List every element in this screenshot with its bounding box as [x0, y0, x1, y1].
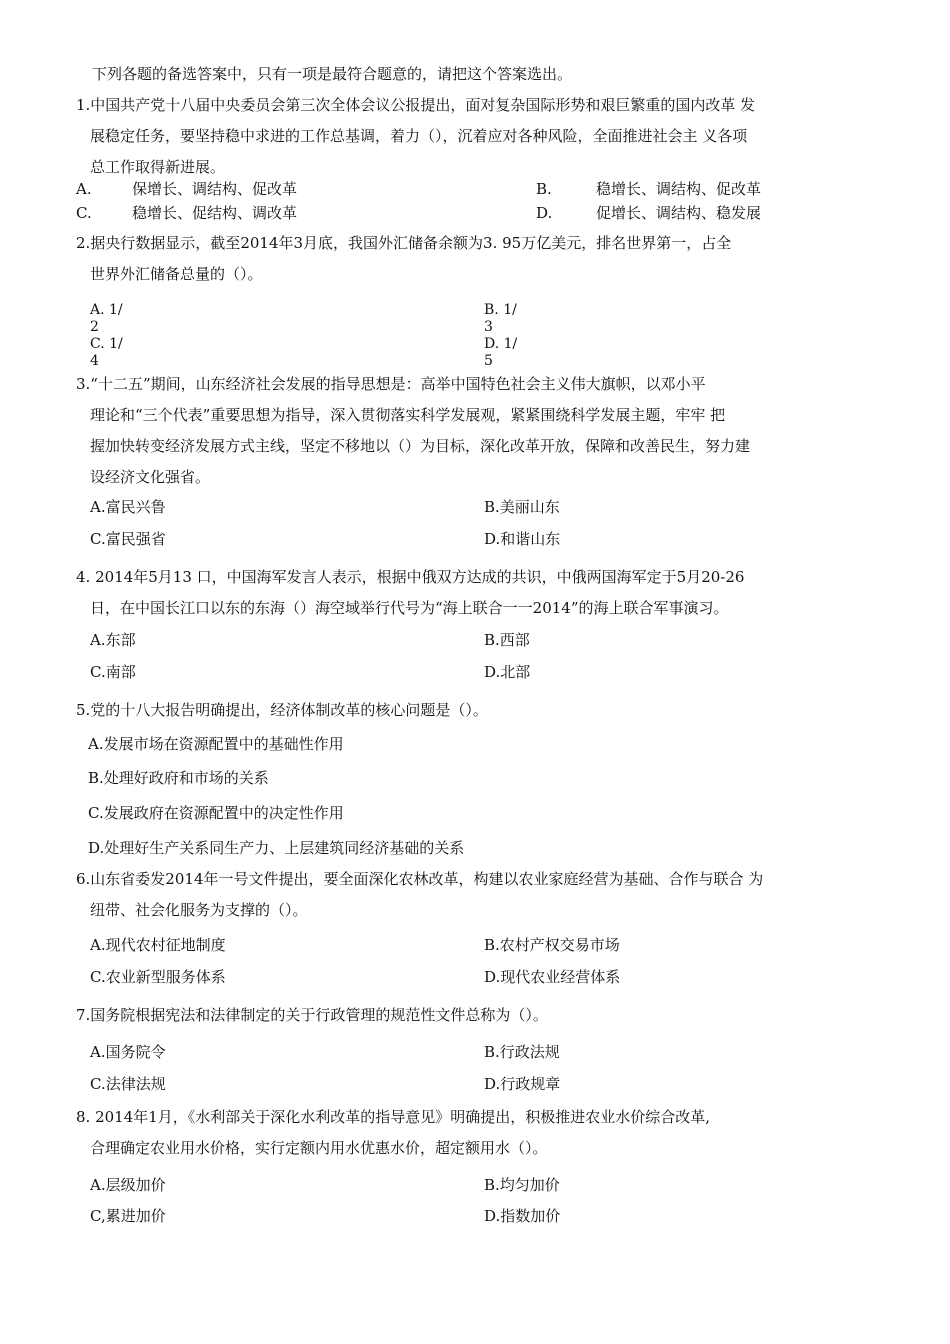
- question-1-option-c-letter: C.: [76, 204, 92, 222]
- question-2-option-b-label: B. 1/: [484, 302, 517, 318]
- question-3-option-a: A.富民兴鲁: [90, 498, 166, 516]
- question-4-option-d: D.北部: [484, 663, 531, 681]
- question-3-option-d: D.和谐山东: [484, 530, 561, 548]
- question-8-option-c: C,累进加价: [90, 1207, 166, 1225]
- question-8-line-2: 合理确定农业用水价格，实行定额内用水优惠水价，超定额用水（）。: [90, 1139, 548, 1157]
- question-4-option-a: A.东部: [90, 631, 136, 649]
- question-5-option-b: B.处理好政府和市场的关系: [88, 769, 269, 787]
- question-4-option-c: C.南部: [90, 663, 136, 681]
- question-2-line-2: 世界外汇储备总量的（）。: [90, 265, 263, 283]
- question-7-option-b: B.行政法规: [484, 1043, 560, 1061]
- question-2-option-b: [484, 302, 517, 336]
- question-6-option-a: A.现代农村征地制度: [90, 936, 226, 954]
- question-2-option-c: [90, 336, 123, 370]
- question-5-line-1: 5.党的十八大报告明确提出，经济体制改革的核心问题是（）。: [76, 701, 488, 719]
- question-7-option-a: A.国务院令: [90, 1043, 166, 1061]
- question-4-line-1: 4. 2014年5月13 口，中国海军发言人表示，根据中俄双方达成的共识，中俄两国海军定于5月20-26: [76, 568, 745, 586]
- question-8-option-b: B.均匀加价: [484, 1176, 560, 1194]
- question-7-option-d: D.行政规章: [484, 1075, 561, 1093]
- instructions: 下列各题的备选答案中，只有一项是最符合题意的，请把这个答案选出。: [92, 65, 573, 83]
- question-1-option-a-letter: A.: [76, 180, 92, 198]
- question-2-option-c-label: C. 1/: [90, 336, 123, 352]
- question-5-option-d: D.处理好生产关系同生产力、上层建筑同经济基础的关系: [88, 839, 465, 857]
- question-5-option-a: A.发展市场在资源配置中的基础性作用: [88, 735, 344, 753]
- question-2-option-c-denominator: 4: [90, 353, 99, 369]
- question-3-line-3: 握加快转变经济发展方式主线，坚定不移地以（）为目标，深化改革开放，保障和改善民生，努力建: [90, 437, 751, 455]
- question-3-line-4: 设经济文化强省。: [90, 468, 211, 486]
- question-3-line-2: 理论和“三个代表”重要思想为指导，深入贯彻落实科学发展观，紧紧围绕科学发展主题，牢牢 把: [90, 406, 726, 424]
- question-1-option-d-letter: D.: [536, 204, 553, 222]
- question-1-option-a: 保增长、调结构、促改革: [132, 180, 298, 198]
- question-2-line-1: 2.据央行数据显示，截至2014年3月底，我国外汇储备余额为3. 95万亿美元，排名世界第一，占全: [76, 234, 732, 252]
- question-4-line-2: 日，在中国长江口以东的东海（）海空域举行代号为“海上联合一一2014”的海上联合军事演习。: [90, 599, 729, 617]
- question-8-option-a: A.层级加价: [90, 1176, 166, 1194]
- question-6-line-2: 纽带、社会化服务为支撑的（）。: [90, 901, 308, 919]
- question-2-option-d-label: D. 1/: [484, 336, 518, 352]
- question-2-option-a: [90, 302, 123, 336]
- question-8-line-1: 8. 2014年1月，《水利部关于深化水利改革的指导意见》明确提出，积极推进农业水价综合改革,: [76, 1108, 711, 1126]
- question-6-option-b: B.农村产权交易市场: [484, 936, 620, 954]
- question-6-option-d: D.现代农业经营体系: [484, 968, 621, 986]
- question-6-option-c: C.农业新型服务体系: [90, 968, 226, 986]
- question-1-option-c: 稳增长、促结构、调改革: [132, 204, 298, 222]
- question-6-line-1: 6.山东省委发2014年一号文件提出，要全面深化农林改革，构建以农业家庭经营为基础、合作与联合 为: [76, 870, 764, 888]
- question-3-option-b: B.美丽山东: [484, 498, 560, 516]
- question-1-line-3: 总工作取得新进展。: [90, 158, 226, 176]
- question-2-option-b-denominator: 3: [484, 319, 493, 335]
- question-2-option-a-label: A. 1/: [90, 302, 123, 318]
- question-1-line-2: 展稳定任务，要坚持稳中求进的工作总基调，着力（），沉着应对各种风险，全面推进社会主 义各项: [90, 127, 748, 145]
- question-2-option-d-denominator: 5: [484, 353, 493, 369]
- question-7-option-c: C.法律法规: [90, 1075, 166, 1093]
- question-1-option-b: 稳增长、调结构、促改革: [596, 180, 762, 198]
- question-8-option-d: D.指数加价: [484, 1207, 561, 1225]
- question-3-option-c: C.富民强省: [90, 530, 166, 548]
- question-5-option-c: C.发展政府在资源配置中的决定性作用: [88, 804, 344, 822]
- question-7-line-1: 7.国务院根据宪法和法律制定的关于行政管理的规范性文件总称为（）。: [76, 1006, 548, 1024]
- question-1-line-1: 1.中国共产党十八届中央委员会第三次全体会议公报提出，面对复杂国际形势和艰巨繁重的国内改革 发: [76, 96, 756, 114]
- question-1-option-b-letter: B.: [536, 180, 552, 198]
- question-1-option-d: 促增长、调结构、稳发展: [596, 204, 762, 222]
- question-4-option-b: B.西部: [484, 631, 530, 649]
- question-3-line-1: 3.“十二五”期间，山东经济社会发展的指导思想是：高举中国特色社会主义伟大旗帜，以邓小平: [76, 375, 706, 393]
- question-2-option-d: [484, 336, 517, 370]
- question-2-option-a-denominator: 2: [90, 319, 99, 335]
